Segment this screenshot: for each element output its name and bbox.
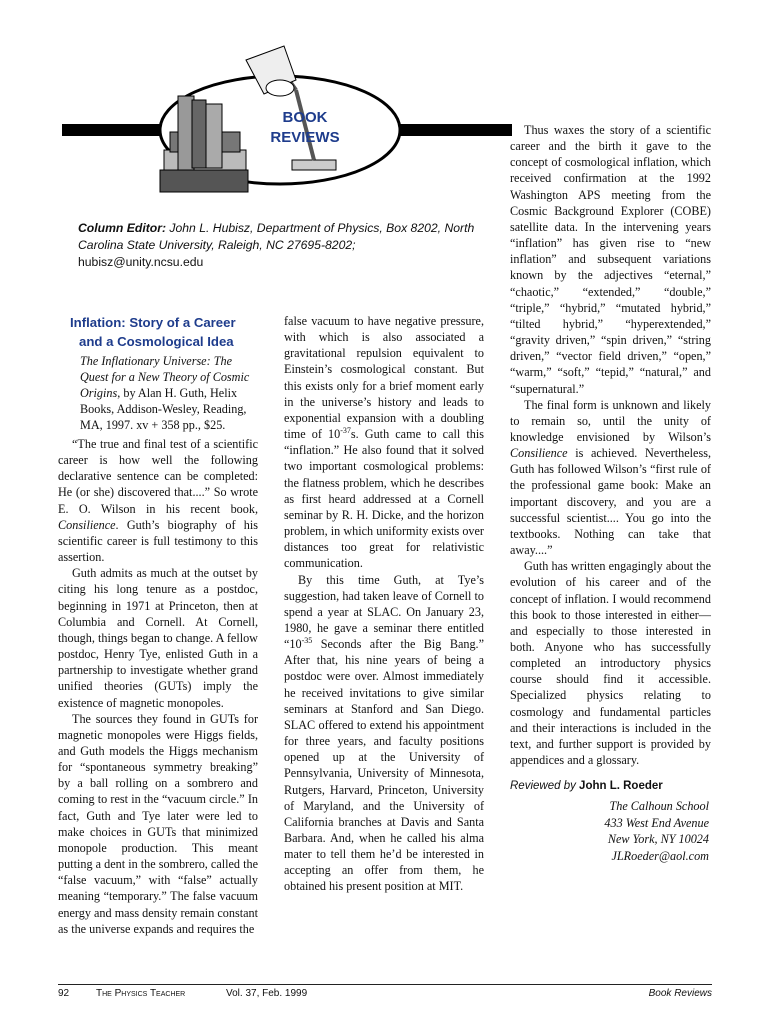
issue-info: Vol. 37, Feb. 1999 xyxy=(226,988,308,999)
reviewer-name: John L. Roeder xyxy=(579,780,663,793)
review-paragraph-3: The sources they found in GUTs for magnetic monopoles were Higgs fields, and Guth models the Higgs mechanism for “spontaneous symmetry breaking” by a ball rolling on a sombrero and coming to rest in the “vacuum circle.” In fact, Guth and Tye later were led to make choices in GUTs that minimized monopole production. This meant putting a dent in the sombrero, called the “false vacuum,” with “false” actually meaning “temporary.” The false vacuum energy and mass density remain constant as the universe expands and requires the xyxy=(58,711,258,936)
column-editor xyxy=(78,220,478,271)
review-paragraph-3-cont: false vacuum to have negative pressure, with which is also associated a gravitational repulsion equivalent to Einstein’s cosmological constant. But this exists only for a brief moment early in the universe’s history and leads to exponential expansion with a doubling time of $10^{-37}s$. Guth came to call this “inflation.” He also found that it solved two important cosmological problems: the flatness problem, which he describes as first heard addressed at a Cornell seminar by R. H. Dicke, and the horizon problem, in which uniformity exists over distances too great for relativistic communication. xyxy=(284,314,484,571)
editor-email[interactable]: hubisz@unity.ncsu.edu xyxy=(78,255,204,269)
reviewed-by: Reviewed by John L. Roeder xyxy=(510,780,663,793)
review-paragraph-4: By this time Guth, at Tye’s suggestion, had taken leave of Cornell to spend a year at SLAC. On January 23, 1980, he gave a seminar there entitled “$10^{-35}$ Seconds after the Big Bang.” After that, his nine years of being a postdoc were over. Almost immediately he received invitations to give similar seminars at Stanford and San Diego. SLAC offered to extend his appointment for three years, and faculty positions opened up at the University of Pennsylvania, University of Minnesota, Rutgers, Harvard, Princeton, University of Maryland, and the University of California branches at Davis and Santa Barbara. And, when he called his alma mater to tell them he’d be interested in accepting an offer from them, he obtained his present position at MIT. xyxy=(284,572,484,894)
review-column-2 xyxy=(284,313,484,895)
page-number: 92 xyxy=(58,988,70,999)
header-bar-left xyxy=(62,124,162,136)
section-title-line1: BOOK xyxy=(282,109,328,126)
book-title: The Inflationary Universe: The Quest for a New Theory of Cosmic Origins xyxy=(80,354,250,400)
editor-label: Column Editor: xyxy=(78,221,167,235)
review-column-3 xyxy=(510,122,711,864)
section-title-line2: REVIEWS xyxy=(270,129,340,146)
header-bar-right xyxy=(398,124,512,136)
editor-text: John L. Hubisz, Department of Physics, Box 8202, North Carolina State University, Raleigh, NC 27695-8202; xyxy=(78,221,475,252)
review-paragraph-6: The final form is unknown and likely to remain so, until the unity of knowledge envisioned by Wilson’s Consilience is achieved. Nevertheless, Guth has followed Wilson’s “first rule of the professional game book: Make an important discovery, and you are a successful scientist.... You go into the textbooks. Nothing can take that away....” xyxy=(510,397,711,558)
section-name: Book Reviews xyxy=(648,988,712,999)
review-paragraph-2: Guth admits as much at the outset by citing his long tenure as a postdoc, beginning in 1971 at Princeton, then at Columbia and Cornell. At Cornell, though, things began to change. A fellow postdoc, Henry Tye, enlisted Guth in a partnership to investigate whether grand unified theories (GUTs) imply the existence of magnetic monopoles. xyxy=(58,566,258,710)
book-info xyxy=(58,353,258,433)
review-paragraph-1: “The true and final test of a scientific career is how well the following declarative sentence can be completed: He (or she) discovered that....” So wrote E. O. Wilson in his recent book, Consilience. Guth’s biography of his scientific career is full testimony to this assertion. xyxy=(58,437,258,565)
book-details: , by Alan H. Guth, Helix Books, Addison-Wesley, Reading, MA, 1997. xv + 358 pp., $25. xyxy=(80,386,247,432)
footer-rule xyxy=(58,984,712,985)
journal-name: The Physics Teacher xyxy=(96,988,186,999)
reviewer-address: The Calhoun School 433 West End Avenue New York, NY 10024 JLRoeder@aol.com xyxy=(510,798,711,864)
book-reviews-header-art xyxy=(60,40,512,210)
review-paragraph-7: Guth has written engagingly about the evolution of his career and of the concept of inflation. I would recommend this book to those interested in either—and especially to those interested in both. Anyone who has successfully completed an introductory physics course should find it accessible. Specialized physics relating to cosmology and fundamental particles and their interactions is included in the text, and further support is provided by appendices and a glossary. xyxy=(510,559,711,768)
review-title: Inflation: Story of a Career and a Cosmological Idea xyxy=(70,315,236,349)
review-column-1 xyxy=(58,313,258,937)
reviewer-email[interactable]: JLRoeder@aol.com xyxy=(611,848,709,863)
review-paragraph-5: Thus waxes the story of a scientific career and the birth it gave to the concept of cosmological inflation, which received confirmation at the 1992 Washington APS meeting from the Cosmic Background Explorer (COBE) satellite data. In the intervening years “inflation” has given rise to “new inflation” and subsequent variations known by the adjectives “eternal,” “chaotic,” “extended,” “double,” “triple,” “hybrid,” “mutated hybrid,” “tilted hybrid,” “hyperextended,” “gravity driven,” “spin driven,” “string driven,” “vector field driven,” “open,” “warm,” “soft,” “tepid,” “natural,” and “supernatural.” xyxy=(510,123,711,396)
